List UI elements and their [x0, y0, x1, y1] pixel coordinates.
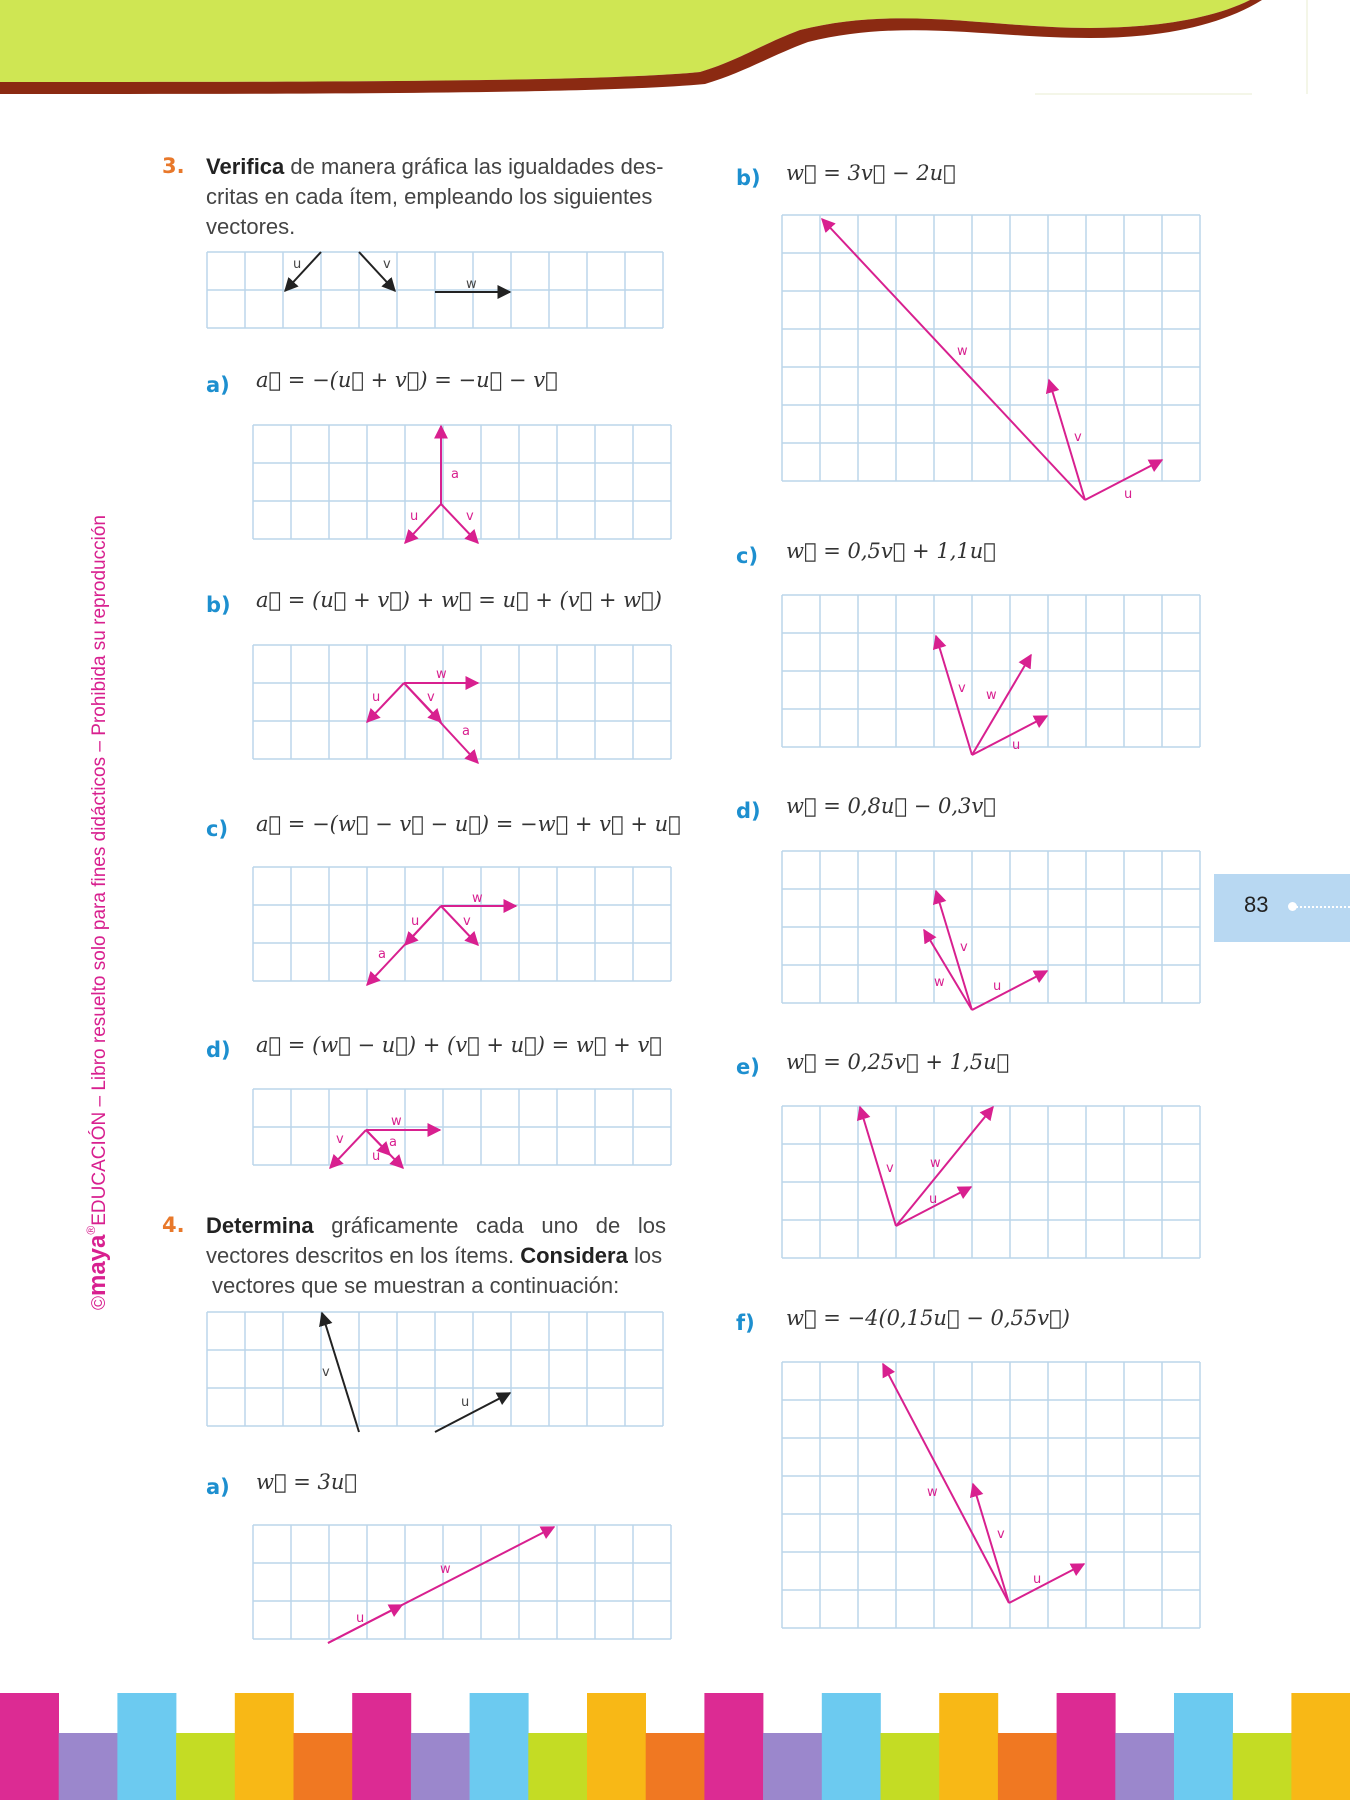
footer-stripe — [939, 1693, 998, 1800]
footer-stripe — [646, 1733, 705, 1800]
ex4-e-u-label: u — [929, 1192, 938, 1207]
ex3-item-c-equation: a⃗ = −(w⃗ − v⃗ − u⃗) = −w⃗ + v⃗ + u⃗ — [256, 812, 681, 836]
exercise-4-keyword2: Considera — [520, 1243, 628, 1268]
ex3-given-u-vector — [285, 252, 321, 291]
ex4-d-v-label: v — [960, 940, 968, 955]
ex4-c-u-label: u — [1012, 738, 1021, 753]
footer-stripe — [1291, 1693, 1350, 1800]
ex4-d-u-label: u — [993, 979, 1002, 994]
footer-stripe — [470, 1693, 529, 1800]
ex3-given-w-label: w — [466, 277, 477, 292]
ex3-d-u-label: u — [372, 1149, 381, 1164]
ex4-f-u-vector — [1009, 1564, 1084, 1603]
ex4-item-d-label: d) — [736, 799, 761, 823]
footer-stripe — [0, 1693, 59, 1800]
footer-stripe — [587, 1693, 646, 1800]
ex4-e-w-vector — [896, 1107, 993, 1226]
ex3-item-c-label: c) — [206, 817, 229, 841]
ex4-item-f-equation: w⃗ = −4(0,15u⃗ − 0,55v⃗) — [786, 1306, 1070, 1330]
ex4-given-u-label: u — [461, 1395, 470, 1410]
ex4-item-b-equation: w⃗ = 3v⃗ − 2u⃗ — [786, 161, 956, 185]
ex4-f-w-label: w — [927, 1485, 938, 1500]
ex4-item-c-equation: w⃗ = 0,5v⃗ + 1,1u⃗ — [786, 539, 996, 563]
ex3-d-v-label: v — [336, 1132, 344, 1147]
ex3-b-v-label: v — [427, 690, 435, 705]
ex4-c-w-label: w — [986, 688, 997, 703]
ex3-c-w-label: w — [472, 891, 483, 906]
exercise-4-line2a: vectores descritos en los ítems. — [206, 1243, 521, 1268]
ex3-d-w-label: w — [391, 1114, 402, 1129]
exercise-3-line3: vectores. — [206, 214, 296, 239]
copyright-prefix: © — [89, 1296, 110, 1310]
ex3-d-grid — [253, 1089, 671, 1165]
footer-stripe — [763, 1733, 822, 1800]
ex4-item-e-label: e) — [736, 1055, 760, 1079]
ex3-b-a-label: a — [462, 724, 470, 739]
ex3-c-a-vector — [367, 906, 441, 985]
ex3-b-w-label: w — [436, 667, 447, 682]
exercise-4-line1: gráficamente cada uno de los — [313, 1213, 666, 1238]
footer-stripe — [998, 1733, 1057, 1800]
ex3-item-a-equation: a⃗ = −(u⃗ + v⃗) = −u⃗ − v⃗ — [256, 368, 558, 392]
footer-stripe — [235, 1693, 294, 1800]
ex3-c-u-label: u — [411, 914, 420, 929]
ex4-e-grid — [782, 1106, 1200, 1258]
ex4-item-c-label: c) — [736, 544, 759, 568]
ex4-item-e-equation: w⃗ = 0,25v⃗ + 1,5u⃗ — [786, 1050, 1010, 1074]
ex4-d-grid — [782, 851, 1200, 1003]
ex3-c-grid — [253, 867, 671, 981]
ex3-d-a-label: a — [389, 1135, 397, 1150]
ex4-c-v-vector — [936, 636, 972, 755]
ex3-item-b-label: b) — [206, 593, 231, 617]
footer-stripe — [881, 1733, 940, 1800]
ex4-item-a-equation: w⃗ = 3u⃗ — [256, 1470, 358, 1494]
page-number: 83 — [1244, 892, 1269, 917]
ex3-b-grid — [253, 645, 671, 759]
footer-stripe — [294, 1733, 353, 1800]
ex4-f-grid — [782, 1362, 1200, 1628]
ex4-a-u-vector — [328, 1605, 402, 1643]
ex3-a-u-label: u — [410, 509, 419, 524]
ex4-e-w-label: w — [930, 1156, 941, 1171]
ex3-c-v-label: v — [463, 914, 471, 929]
ex3-b-a-vector — [404, 683, 478, 763]
ex4-b-w-label: w — [957, 344, 968, 359]
exercise-4-line3: vectores que se muestran a continuación: — [212, 1273, 620, 1298]
ex4-b-v-label: v — [1074, 430, 1082, 445]
ex3-c-a-label: a — [378, 947, 386, 962]
ex4-f-u-label: u — [1033, 1572, 1042, 1587]
footer-stripe — [1115, 1733, 1174, 1800]
footer-stripe — [352, 1693, 411, 1800]
exercise-3-line1: de manera gráfica las igualdades des- — [284, 154, 664, 179]
ex3-given-u-label: u — [293, 257, 302, 272]
ex3-item-d-equation: a⃗ = (w⃗ − u⃗) + (v⃗ + u⃗) = w⃗ + v⃗ — [256, 1033, 662, 1057]
exercise-4-number: 4. — [162, 1213, 185, 1237]
ex4-b-u-label: u — [1124, 487, 1133, 502]
ex3-a-v-label: v — [466, 509, 474, 524]
ex4-item-f-label: f) — [736, 1311, 755, 1335]
ex4-b-grid — [782, 215, 1200, 481]
footer-stripe — [176, 1733, 235, 1800]
ex4-item-d-equation: w⃗ = 0,8u⃗ − 0,3v⃗ — [786, 794, 996, 818]
footer-stripe — [1174, 1693, 1233, 1800]
registered-mark: ® — [84, 1225, 98, 1235]
ex4-a-w-label: w — [440, 1562, 451, 1577]
ex4-given-v-label: v — [322, 1365, 330, 1380]
ex3-a-a-label: a — [451, 467, 459, 482]
ex4-c-v-label: v — [958, 681, 966, 696]
ex3-a-grid — [253, 425, 671, 539]
exercise-3-number: 3. — [162, 154, 185, 178]
exercise-4-keyword1: Determina — [206, 1213, 314, 1238]
footer-stripe — [1057, 1693, 1116, 1800]
exercise-3-line2: critas en cada ítem, empleando los siguientes — [206, 184, 653, 209]
ex4-d-w-label: w — [934, 975, 945, 990]
ex4-a-u-label: u — [356, 1611, 365, 1626]
footer-stripe — [59, 1733, 118, 1800]
ex4-b-w-vector — [822, 219, 1085, 500]
ex3-c-v-vector — [441, 906, 478, 945]
ex3-item-d-label: d) — [206, 1038, 231, 1062]
footer-stripe — [528, 1733, 587, 1800]
copyright-text: EDUCACIÓN – Libro resuelto solo para fines didácticos – Prohibida su reproducción — [89, 515, 110, 1226]
ex3-given-v-label: v — [383, 257, 391, 272]
ex3-item-b-equation: a⃗ = (u⃗ + v⃗) + w⃗ = u⃗ + (v⃗ + w⃗) — [256, 588, 662, 612]
ex3-item-a-label: a) — [206, 373, 230, 397]
ex3-b-u-label: u — [372, 690, 381, 705]
footer-stripe — [117, 1693, 176, 1800]
footer-stripe — [1233, 1733, 1292, 1800]
ex4-given-grid — [207, 1312, 663, 1426]
footer-stripe — [822, 1693, 881, 1800]
footer-stripe — [704, 1693, 763, 1800]
brand-logo-text: maya — [84, 1234, 111, 1296]
ex3-given-grid — [207, 252, 663, 328]
footer-stripes — [0, 1693, 1350, 1800]
ex4-e-v-label: v — [886, 1161, 894, 1176]
exercise-4-line2b: los — [627, 1243, 663, 1268]
ex4-item-a-label: a) — [206, 1475, 230, 1499]
footer-stripe — [411, 1733, 470, 1800]
exercise-3-keyword: Verifica — [206, 154, 285, 179]
ex4-f-v-label: v — [997, 1527, 1005, 1542]
ex4-item-b-label: b) — [736, 166, 761, 190]
ex4-a-grid — [253, 1525, 671, 1639]
